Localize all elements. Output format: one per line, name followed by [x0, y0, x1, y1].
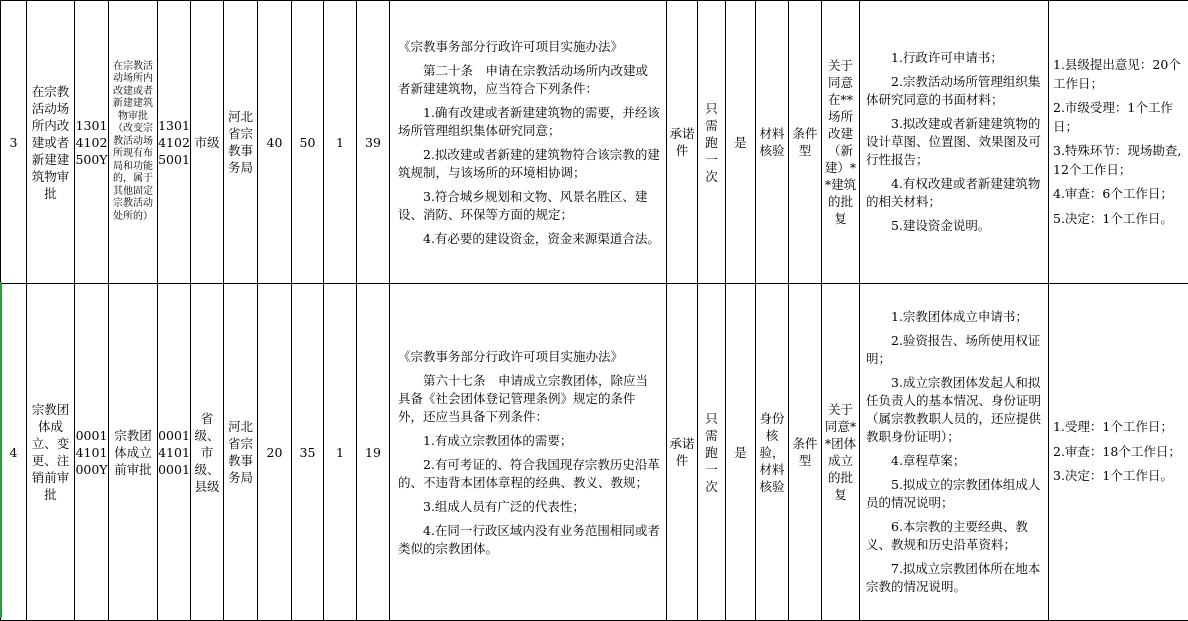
run-once-cell: 只需跑一次 — [698, 1, 726, 284]
sub-code-cell: 000141010001 — [158, 284, 191, 621]
basis-line: 《宗教事务部分行政许可项目实施办法》 — [398, 345, 660, 369]
time-line: 2.审查：18个工作日； — [1053, 440, 1184, 465]
basis-line: 1.有成立宗教团体的需要； — [398, 429, 660, 453]
time-line: 3.特殊环节：现场勘查,12个工作日； — [1053, 139, 1184, 182]
legal-days-cell: 20 — [258, 284, 292, 621]
basis-line: 第六十七条 申请成立宗教团体，除应当具备《社会团体登记管理条例》规定的条件外，还应当具备下列条件： — [398, 369, 660, 429]
sub-item-cell: 在宗教活动场所内改建或者新建建筑物审批（改变宗教活动场所现有布局和功能的，属于其他固定宗教活动处所的） — [109, 1, 158, 284]
basis-line: 3.符合城乡规划和文物、风景名胜区、建设、消防、环保等方面的规定； — [398, 185, 660, 227]
basis-line: 1.确有改建或者新建建筑物的需要，并经该场所管理组织集体研究同意； — [398, 101, 660, 143]
result-doc-cell: 关于同意**团体成立的批复 — [822, 284, 860, 621]
level-cell: 省级、市级、县级 — [191, 284, 224, 621]
legal-days-cell: 40 — [258, 1, 292, 284]
commitment-cell: 承诺件 — [667, 1, 698, 284]
promised-days-cell: 50 — [292, 1, 324, 284]
online-cell: 是 — [726, 284, 756, 621]
time-line: 2.市级受理：1个工作日； — [1053, 96, 1184, 139]
item-code-cell: 13014102500Y — [75, 1, 109, 284]
material-line: 1.行政许可申请书； — [866, 46, 1044, 70]
seq-cell: 3 — [1, 1, 27, 284]
basis-line: 3.组成人员有广泛的代表性； — [398, 495, 660, 519]
material-line: 1.宗教团体成立申请书； — [866, 305, 1044, 329]
material-line: 7.拟成立宗教团体所在地本宗教的情况说明。 — [866, 557, 1044, 599]
promised-days-cell: 35 — [292, 284, 324, 621]
seq-cell: 4 — [1, 284, 27, 621]
material-line: 3.拟改建或者新建建筑物的设计草图、位置图、效果图及可行性报告； — [866, 112, 1044, 172]
material-line: 3.成立宗教团体发起人和拟任负责人的基本情况、身份证明（属宗教教职人员的，还应提供教职身份证明）； — [866, 371, 1044, 449]
visits-cell: 1 — [324, 1, 357, 284]
time-limit-cell — [1049, 284, 1188, 621]
legal-basis-cell — [390, 1, 667, 284]
material-line: 5.建设资金说明。 — [866, 214, 1044, 238]
time-limit-cell — [1049, 1, 1188, 284]
time-line: 1.受理：1个工作日； — [1053, 415, 1184, 440]
basis-line: 2.拟改建或者新建的建筑物符合该宗教的建筑规制，与该场所的环境相协调； — [398, 143, 660, 185]
visits-cell: 1 — [324, 284, 357, 621]
condition-type-cell: 条件型 — [789, 284, 822, 621]
materials-cell — [860, 284, 1049, 621]
authority-cell: 河北省宗教事务局 — [224, 1, 258, 284]
basis-line: 第二十条 申请在宗教活动场所内改建或者新建建筑物，应当符合下列条件： — [398, 59, 660, 101]
basis-line: 《宗教事务部分行政许可项目实施办法》 — [398, 35, 660, 59]
material-line: 4.章程草案； — [866, 449, 1044, 473]
online-cell: 是 — [726, 1, 756, 284]
material-line: 4.有权改建或者新建建筑物的相关材料； — [866, 172, 1044, 214]
sub-item-cell: 宗教团体成立前审批 — [109, 284, 158, 621]
material-line: 5.拟成立的宗教团体组成人员的情况说明； — [866, 473, 1044, 515]
table-row — [1, 284, 1188, 621]
material-line: 2.验资报告、场所使用权证明； — [866, 329, 1044, 371]
basis-line: 2.有可考证的、符合我国现存宗教历史沿革的、不违背本团体章程的经典、教义、教规； — [398, 453, 660, 495]
item-name-cell: 宗教团体成立、变更、注销前审批 — [27, 284, 75, 621]
item-name-cell: 在宗教活动场所内改建或者新建建筑物审批 — [27, 1, 75, 284]
review-type-cell: 身份核验，材料核验 — [756, 284, 789, 621]
materials-cell — [860, 1, 1049, 284]
actual-days-cell: 39 — [357, 1, 390, 284]
item-code-cell: 00014101000Y — [75, 284, 109, 621]
sub-code-cell: 130141025001 — [158, 1, 191, 284]
material-line: 6.本宗教的主要经典、教义、教规和历史沿革资料； — [866, 515, 1044, 557]
time-line: 5.决定：1个工作日。 — [1053, 207, 1184, 232]
run-once-cell: 只需跑一次 — [698, 284, 726, 621]
result-doc-cell: 关于同意在**场所改建（新建）**建筑的批复 — [822, 1, 860, 284]
authority-cell: 河北省宗教事务局 — [224, 284, 258, 621]
commitment-cell: 承诺件 — [667, 284, 698, 621]
basis-line: 4.有必要的建设资金，资金来源渠道合法。 — [398, 227, 660, 251]
cell-selection-marker — [0, 282, 2, 618]
basis-line: 4.在同一行政区域内没有业务范围相同或者类似的宗教团体。 — [398, 519, 660, 561]
time-line: 4.审查：6个工作日； — [1053, 182, 1184, 207]
actual-days-cell: 19 — [357, 284, 390, 621]
review-type-cell: 材料核验 — [756, 1, 789, 284]
level-cell: 市级 — [191, 1, 224, 284]
condition-type-cell: 条件型 — [789, 1, 822, 284]
time-line: 1.县级提出意见：20个工作日； — [1053, 53, 1184, 96]
material-line: 2.宗教活动场所管理组织集体研究同意的书面材料； — [866, 70, 1044, 112]
time-line: 3.决定：1个工作日。 — [1053, 464, 1184, 489]
table-row — [1, 1, 1188, 284]
legal-basis-cell — [390, 284, 667, 621]
